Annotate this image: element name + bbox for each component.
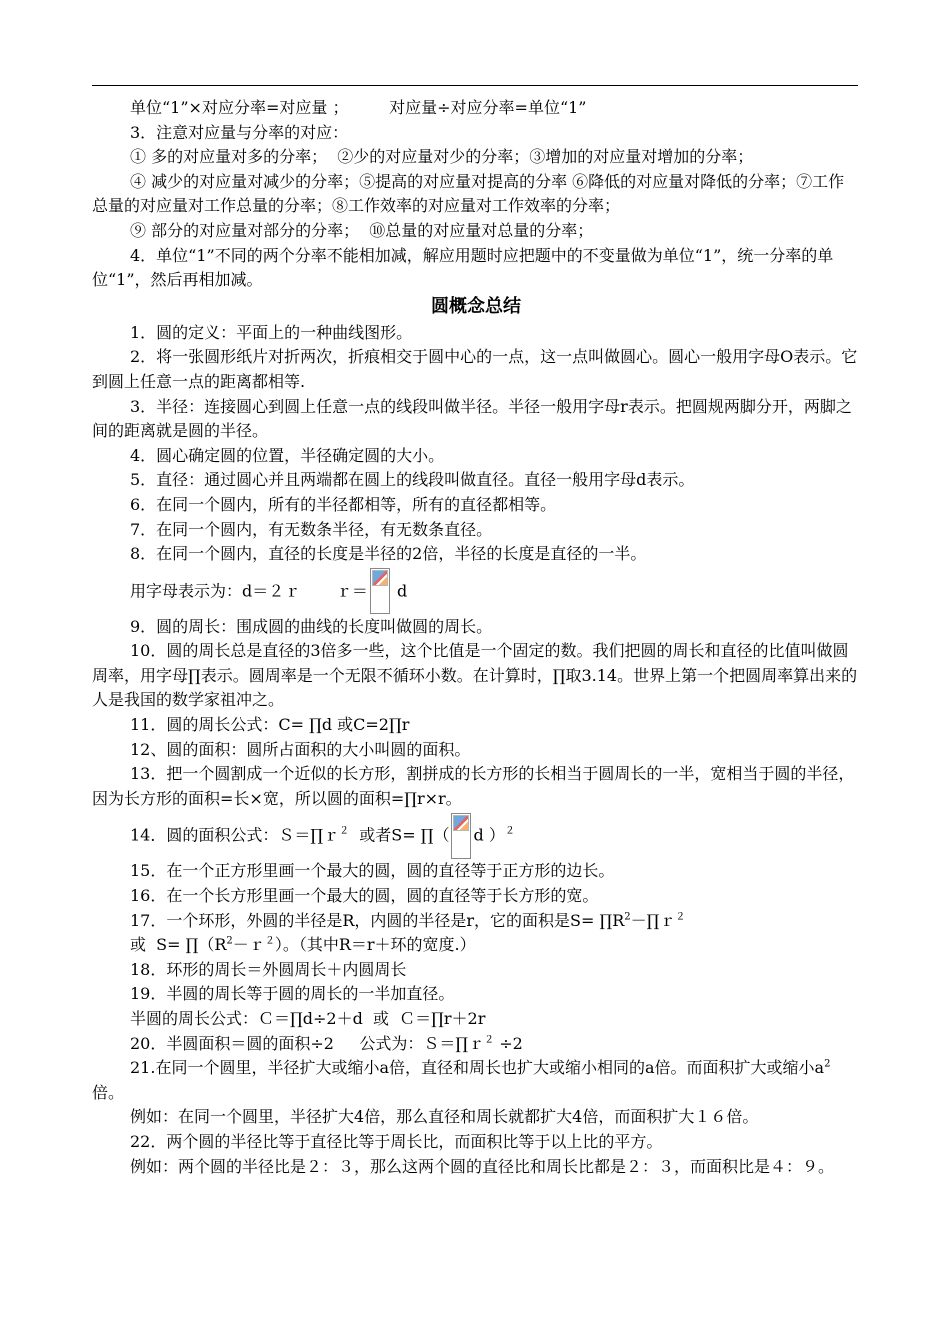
item-text: 20．半圆面积＝圆的面积÷2 公式为：Ｓ＝∏ｒ <box>130 1033 485 1053</box>
paragraph: 3．注意对应量与分率的对应： <box>130 122 349 142</box>
item-text: 或 S= ∏（R <box>130 935 227 955</box>
superscript: ２ <box>264 935 275 947</box>
item-text: ÷2 <box>494 1033 523 1053</box>
paragraph: ⑨ 部分的对应量对部分的分率； ⑩总量的对应量对总量的分率； <box>130 220 594 240</box>
list-item: 16．在一个长方形里画一个最大的圆，圆的直径等于长方形的宽。 <box>130 886 599 906</box>
broken-image-icon <box>370 568 390 614</box>
paragraph: ④ 减少的对应量对减少的分率；⑤提高的对应量对提高的分率 ⑥降低的对应量对降低的分率；⑦工作总量的对应量对工作总量的分率；⑧工作效率的对应量对工作效率的分率； <box>92 171 845 216</box>
item-text: ）。（其中R＝r＋环的宽度.） <box>274 935 476 955</box>
formula-text: d <box>391 581 408 601</box>
formula-text: d ） <box>473 825 505 845</box>
paragraph: ① 多的对应量对多的分率； ②少的对应量对少的分率；③增加的对应量对增加的分率； <box>130 147 754 167</box>
item-text: 21.在同一个圆里，半径扩大或缩小a倍，直径和周长也扩大或缩小相同的a倍。而面积扩大或缩小a <box>130 1058 825 1078</box>
paragraph: 4．单位“1”不同的两个分率不能相加减，解应用题时应把题中的不变量做为单位“1”，统一分率的单位“1”，然后再相加减。 <box>92 245 834 290</box>
formula-text: 用字母表示为：d＝２ｒ ｒ＝ <box>130 581 368 601</box>
list-item: 9．圆的周长：围成圆的曲线的长度叫做圆的周长。 <box>130 616 493 636</box>
list-item: 2．将一张圆形纸片对折两次，折痕相交于圆中心的一点，这一点叫做圆心。圆心一般用字母O表示。它到圆上任意一点的距离都相等. <box>92 347 858 391</box>
broken-image-icon <box>451 813 471 859</box>
superscript: 2 <box>824 1058 831 1070</box>
list-item: 7．在同一个圆内，有无数条半径，有无数条直径。 <box>130 519 493 539</box>
list-item: 10．圆的周长总是直径的3倍多一些，这个比值是一个固定的数。我们把圆的周长和直径的比值叫做圆周率，用字母∏表示。圆周率是一个无限不循环小数。在计算时，∏取3.14。世界上第一个把圆周率算出来的人是我国的数学家祖冲之。 <box>92 641 858 710</box>
superscript: 2 <box>624 911 631 923</box>
formula-text: 14．圆的面积公式：Ｓ＝∏ｒ <box>130 825 340 845</box>
list-item <box>92 1056 860 1105</box>
superscript: ２ <box>484 1034 495 1046</box>
list-item: 6．在同一个圆内，所有的半径都相等，所有的直径都相等。 <box>130 494 557 514</box>
list-item <box>92 909 860 934</box>
list-item: 22．两个圆的半径比等于直径比等于周长比，而面积比等于以上比的平方。 <box>130 1131 663 1151</box>
list-item: 12、圆的面积：圆所占面积的大小叫圆的面积。 <box>130 739 471 759</box>
list-item: 18．环形的周长＝外圆周长＋内圆周长 <box>130 959 407 979</box>
list-item: 1．圆的定义：平面上的一种曲线图形。 <box>130 322 413 342</box>
superscript: ２ <box>675 911 686 923</box>
list-item: 4．圆心确定圆的位置，半径确定圆的大小。 <box>130 445 445 465</box>
formula-area <box>92 811 860 859</box>
formula-semicircle-perimeter: 半圆的周长公式：Ｃ＝∏d÷2＋d 或 Ｃ＝∏r＋2r <box>130 1009 486 1028</box>
formula-diameter-radius <box>92 567 860 615</box>
paragraph: 单位“1”×对应分率=对应量 ； 对应量÷对应分率=单位“1” <box>130 98 587 117</box>
superscript: 2 <box>226 935 233 947</box>
list-item: 8．在同一个圆内，直径的长度是半径的2倍，半径的长度是直径的一半。 <box>130 544 647 564</box>
superscript: ２ <box>339 826 350 838</box>
section-title: 圆概念总结 <box>431 295 521 317</box>
formula-text: 或者S= ∏（ <box>349 825 450 845</box>
superscript: ２ <box>504 826 515 838</box>
example-text: 例如：在同一个圆里，半径扩大4倍，那么直径和周长就都扩大4倍，而面积扩大１６倍。 <box>130 1107 759 1127</box>
list-item <box>92 1032 860 1057</box>
example-text: 例如：两个圆的半径比是２：３，那么这两个圆的直径比和周长比都是２：３，而面积比是４：９。 <box>130 1156 835 1176</box>
header-rule <box>92 85 858 86</box>
item-text: 17．一个环形，外圆的半径是R，内圆的半径是r，它的面积是S= ∏R <box>130 910 625 930</box>
item-text: －ｒ <box>232 935 265 955</box>
list-item: 11．圆的周长公式：C= ∏d 或C=2∏r <box>130 715 410 735</box>
list-item: 19．半圆的周长等于圆的周长的一半加直径。 <box>130 984 455 1004</box>
document-body <box>92 96 860 1179</box>
list-item: 3．半径：连接圆心到圆上任意一点的线段叫做半径。半径一般用字母r表示。把圆规两脚分开，两脚之间的距离就是圆的半径。 <box>92 396 852 441</box>
list-item: 13．把一个圆割成一个近似的长方形，割拼成的长方形的长相当于圆周长的一半，宽相当于圆的半径，因为长方形的面积=长×宽，所以圆的面积=∏r×r。 <box>92 764 855 808</box>
list-item: 15．在一个正方形里画一个最大的圆，圆的直径等于正方形的边长。 <box>130 861 615 881</box>
item-text: －∏ｒ <box>630 910 676 930</box>
list-item <box>92 933 860 958</box>
list-item: 5．直径：通过圆心并且两端都在圆上的线段叫做直径。直径一般用字母d表示。 <box>130 470 695 490</box>
item-text: 倍。 <box>92 1082 125 1102</box>
